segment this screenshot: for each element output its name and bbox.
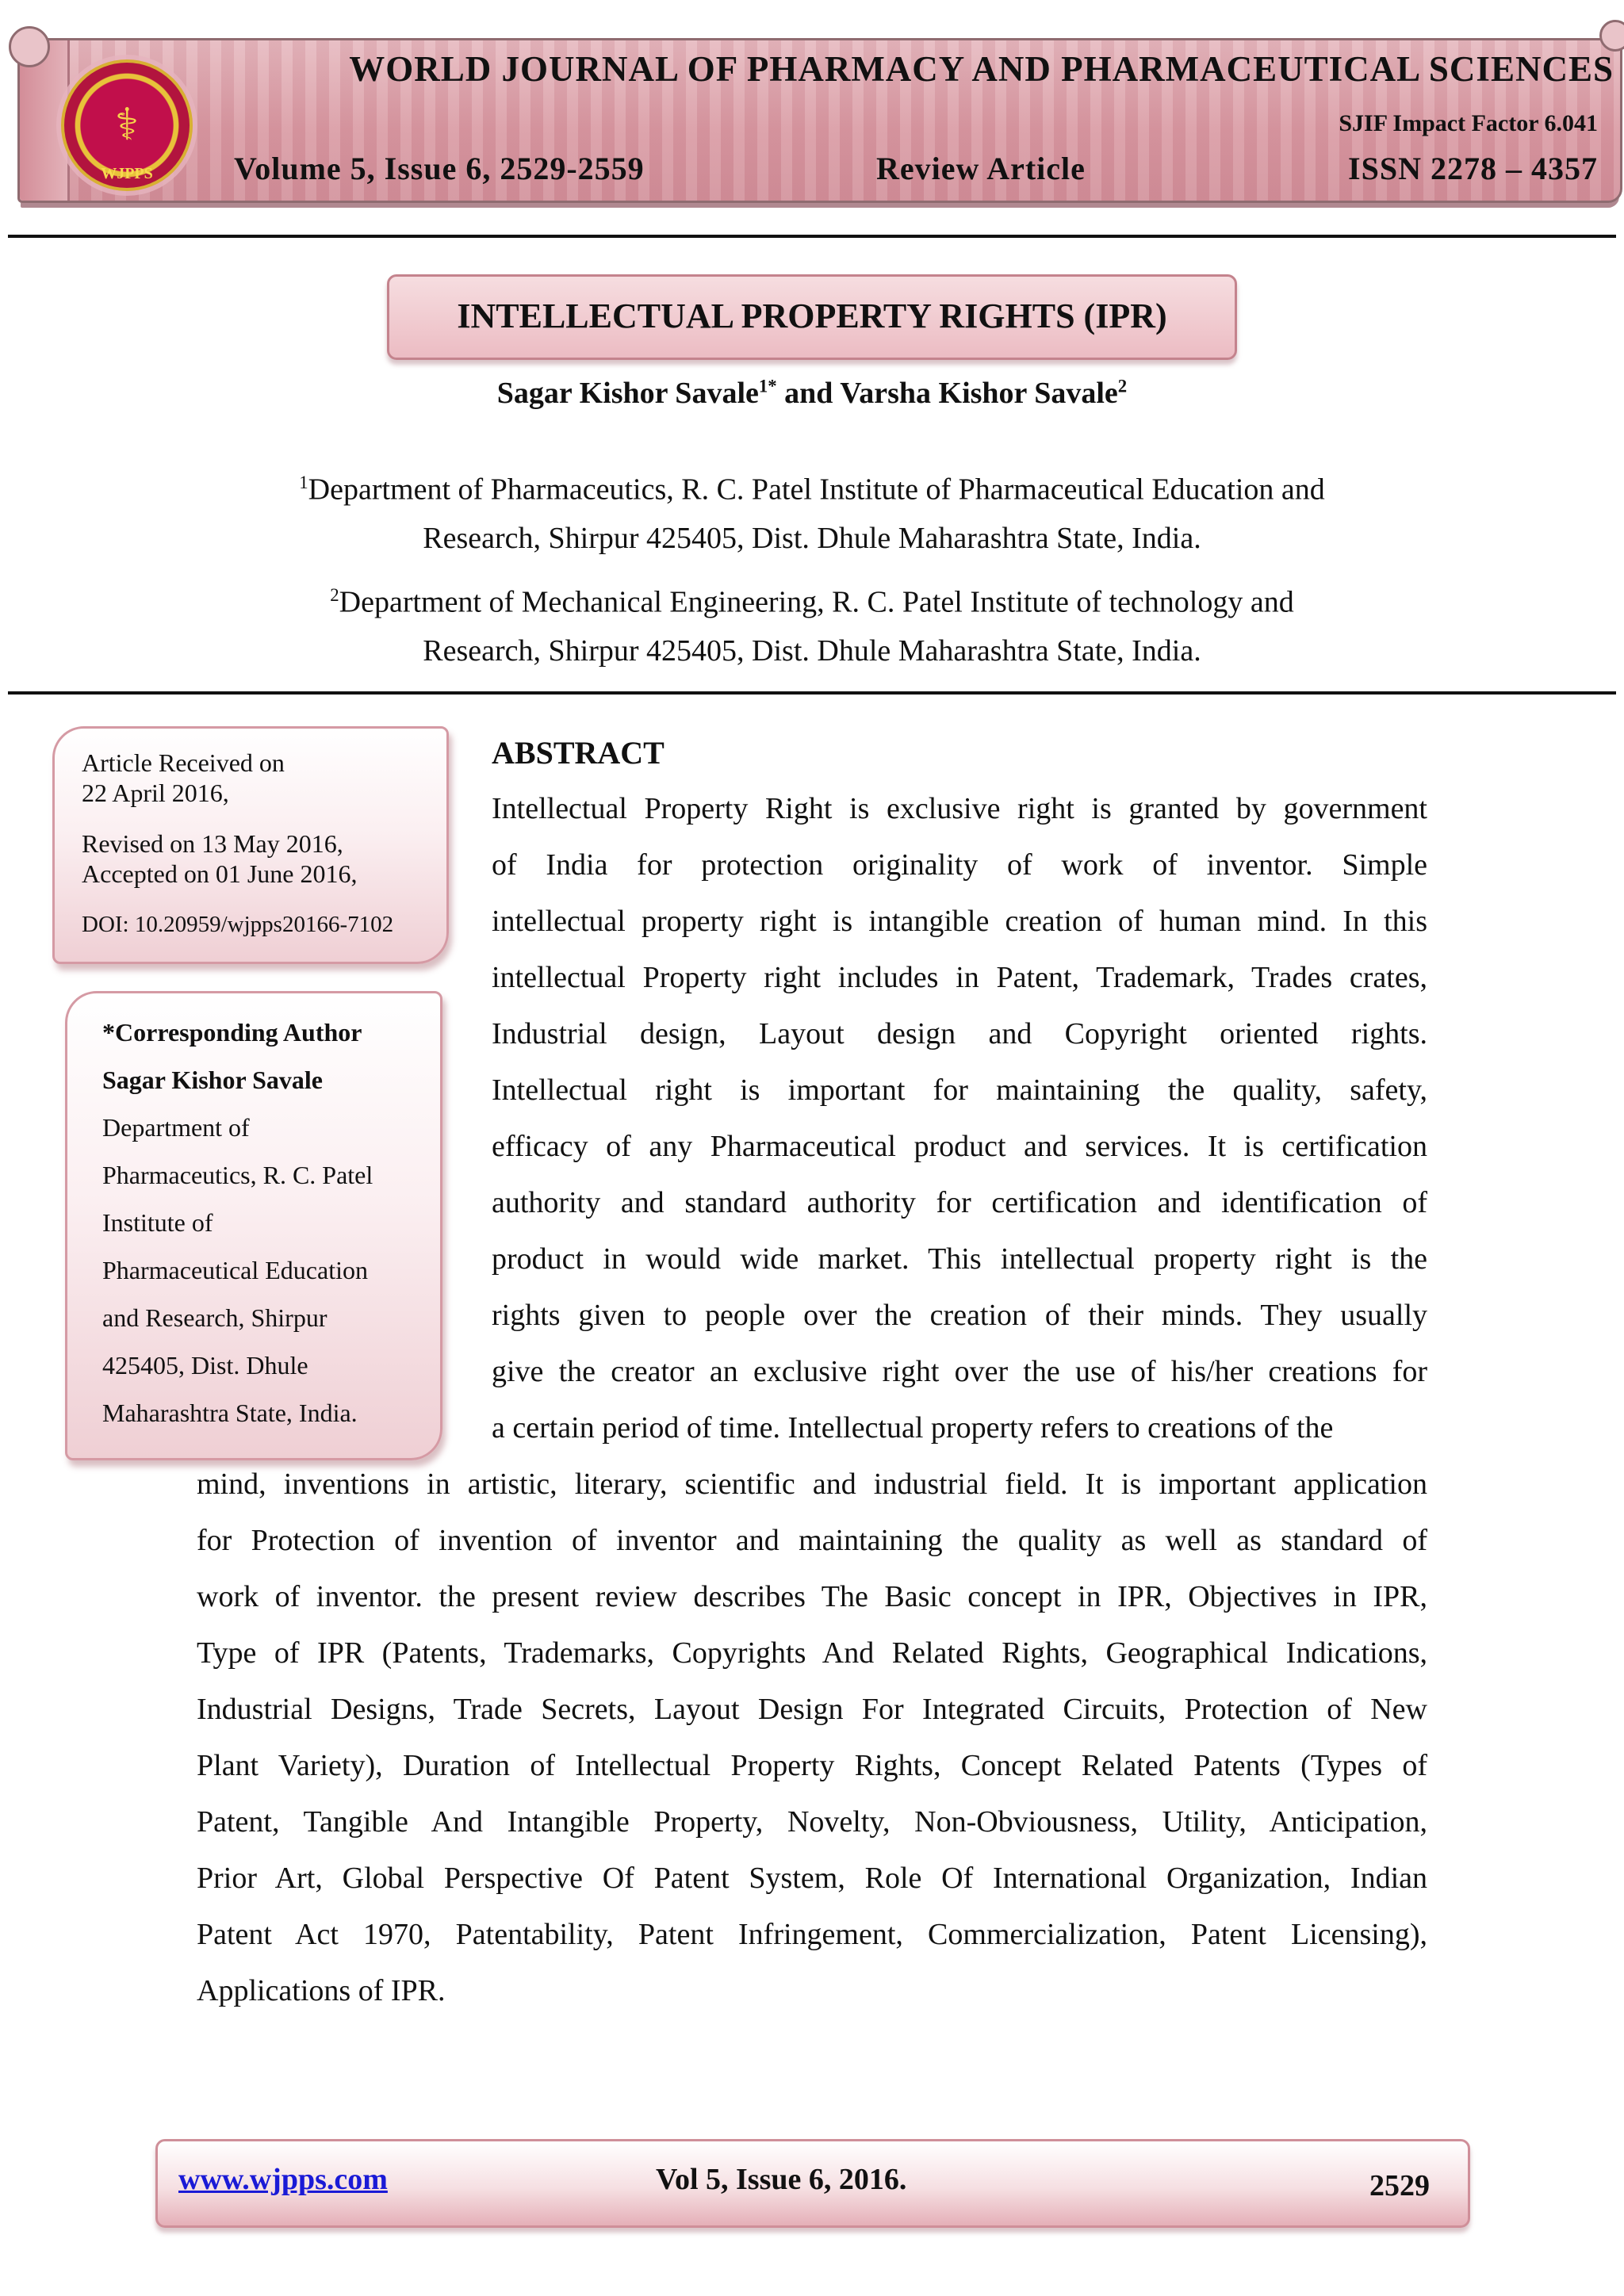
- affiliation-2: [0, 568, 1624, 630]
- abstract-line: Patent Act 1970, Patentability, Patent Infringement, Commercialization, Patent Licensing),: [197, 1918, 1427, 1951]
- journal-title: WORLD JOURNAL OF PHARMACY AND PHARMACEUTICAL SCIENCES: [349, 49, 1614, 89]
- abstract-line: Type of IPR (Patents, Trademarks, Copyrights And Related Rights, Geographical Indications,: [197, 1636, 1427, 1670]
- abstract-line: Intellectual right is important for maintaining the quality, safety,: [492, 1073, 1427, 1107]
- affiliation-2-cont: Research, Shirpur 425405, Dist. Dhule Maharashtra State, India.: [423, 634, 1201, 668]
- address-line: 425405, Dist. Dhule: [102, 1351, 308, 1380]
- abstract-line: give the creator an exclusive right over the use of his/her creations for: [492, 1355, 1427, 1388]
- abstract-line: Applications of IPR.: [197, 1974, 446, 2007]
- author-affiliation-marker: 2: [1117, 376, 1128, 396]
- revised-date: Revised on 13 May 2016,: [82, 829, 343, 858]
- article-type: Review Article: [876, 151, 1086, 186]
- page-footer: [155, 2139, 1470, 2228]
- header-divider: [8, 235, 1616, 238]
- abstract-line: for Protection of invention of inventor and maintaining the quality as well as standard of: [197, 1524, 1427, 1557]
- corresponding-author-name: Sagar Kishor Savale: [102, 1066, 323, 1094]
- author-separator: and: [776, 377, 841, 410]
- abstract-line: intellectual property right is intangible creation of human mind. In this: [492, 905, 1427, 938]
- abstract-line: intellectual Property right includes in Patent, Trademark, Trades crates,: [492, 961, 1427, 994]
- abstract-line: of India for protection originality of work of inventor. Simple: [492, 848, 1427, 882]
- abstract-heading: ABSTRACT: [492, 735, 665, 771]
- scroll-curl-left: [9, 26, 50, 67]
- affiliation-marker: 2: [330, 585, 339, 605]
- affiliation-1: [0, 455, 1624, 518]
- address-line: Pharmaceutical Education: [102, 1256, 368, 1284]
- author-affiliation-marker: 1*: [758, 376, 777, 396]
- author-line: [0, 376, 1624, 411]
- abstract-line: work of inventor. the present review describes The Basic concept in IPR, Objectives in IPR,: [197, 1580, 1427, 1613]
- abstract-line: product in would wide market. This intellectual property right is the: [492, 1242, 1427, 1276]
- impact-factor: SJIF Impact Factor 6.041: [1339, 110, 1598, 136]
- received-date: 22 April 2016,: [82, 779, 229, 807]
- article-dates-box: [52, 726, 449, 964]
- journal-banner: [17, 38, 1622, 203]
- address-line: Pharmaceutics, R. C. Patel: [102, 1161, 373, 1189]
- address-line: Department of: [102, 1113, 250, 1142]
- journal-website-link[interactable]: www.wjpps.com: [178, 2163, 388, 2196]
- address-line: Maharashtra State, India.: [102, 1399, 358, 1427]
- abstract-line: efficacy of any Pharmaceutical product and services. It is certification: [492, 1130, 1427, 1163]
- abstract-line: Industrial design, Layout design and Copyright oriented rights.: [492, 1017, 1427, 1050]
- author-name: Sagar Kishor Savale: [496, 377, 759, 410]
- article-title: INTELLECTUAL PROPERTY RIGHTS (IPR): [457, 297, 1167, 335]
- author-name: Varsha Kishor Savale: [840, 377, 1118, 410]
- abstract-line: authority and standard authority for certification and identification of: [492, 1186, 1427, 1219]
- corresponding-author-label: *Corresponding Author: [102, 1018, 362, 1047]
- affiliation-text: Department of Mechanical Engineering, R. C. Patel Institute of technology and: [339, 585, 1294, 619]
- corresponding-author-box: [65, 991, 442, 1460]
- abstract-line: rights given to people over the creation of their minds. They usually: [492, 1299, 1427, 1332]
- received-label: Article Received on: [82, 748, 285, 777]
- footer-issue: Vol 5, Issue 6, 2016.: [656, 2163, 907, 2196]
- abstract-line: mind, inventions in artistic, literary, scientific and industrial field. It is important application: [197, 1468, 1427, 1501]
- volume-issue: Volume 5, Issue 6, 2529-2559: [234, 151, 645, 186]
- section-divider: [8, 691, 1616, 695]
- doi: DOI: 10.20959/wjpps20166-7102: [82, 912, 394, 937]
- caduceus-icon: ⚕: [114, 101, 140, 150]
- abstract-line: Intellectual Property Right is exclusive right is granted by government: [492, 792, 1427, 825]
- affiliation-1-cont: Research, Shirpur 425405, Dist. Dhule Maharashtra State, India.: [423, 522, 1201, 555]
- address-line: and Research, Shirpur: [102, 1303, 327, 1332]
- abstract-line: Prior Art, Global Perspective Of Patent System, Role Of International Organization, Indian: [197, 1862, 1427, 1895]
- issn: ISSN 2278 – 4357: [1348, 151, 1598, 186]
- affiliation-marker: 1: [299, 473, 308, 492]
- address-line: Institute of: [102, 1208, 213, 1237]
- page-number: 2529: [1369, 2169, 1430, 2202]
- abstract-line: Patent, Tangible And Intangible Property, Novelty, Non-Obviousness, Utility, Anticipation,: [197, 1805, 1427, 1839]
- abstract-line: a certain period of time. Intellectual property refers to creations of the: [492, 1411, 1334, 1445]
- logo-text: WJPPS: [101, 165, 153, 182]
- scroll-curl-right: [1599, 20, 1624, 52]
- abstract-line: Industrial Designs, Trade Secrets, Layout Design For Integrated Circuits, Protection of New: [197, 1693, 1427, 1726]
- accepted-date: Accepted on 01 June 2016,: [82, 859, 358, 888]
- abstract-line: Plant Variety), Duration of Intellectual Property Rights, Concept Related Patents (Types of: [197, 1749, 1427, 1782]
- affiliation-text: Department of Pharmaceutics, R. C. Patel Institute of Pharmaceutical Education and: [308, 473, 1325, 507]
- title-box: [387, 274, 1237, 360]
